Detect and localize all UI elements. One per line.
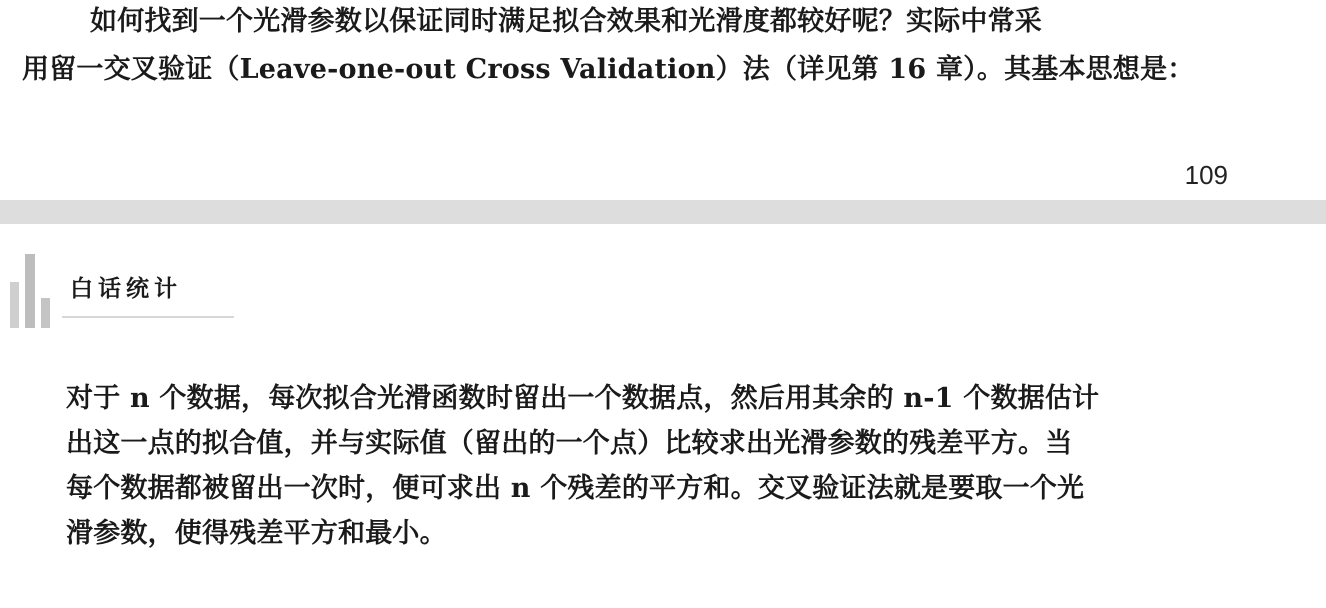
icon-bar (25, 254, 35, 328)
page-number: 109 (1184, 160, 1228, 190)
callout-line-4: 滑参数，使得残差平方和最小。 (66, 518, 447, 549)
callout-paragraph (66, 376, 1286, 556)
body-paragraph-line-2: 用留一交叉验证（Leave-one-out Cross Validation）法（详见第 16 章）。其基本思想是： (22, 54, 1195, 85)
callout-line-1: 对于 n 个数据，每次拟合光滑函数时留出一个数据点，然后用其余的 n-1 个数据估计 (66, 383, 1100, 414)
section-title-underline (62, 316, 234, 318)
callout-line-3: 每个数据都被留出一次时，便可求出 n 个残差的平方和。交叉验证法就是要取一个光 (66, 473, 1085, 504)
page-gap (0, 200, 1326, 224)
icon-bar (10, 282, 19, 328)
bar-chart-icon (8, 254, 52, 328)
section-title: 白话统计 (70, 276, 182, 302)
icon-bar (41, 298, 50, 328)
body-paragraph-line-1: 如何找到一个光滑参数以保证同时满足拟合效果和光滑度都较好呢？实际中常采 (90, 6, 1042, 37)
callout-line-2: 出这一点的拟合值，并与实际值（留出的一个点）比较求出光滑参数的残差平方。当 (66, 428, 1073, 459)
